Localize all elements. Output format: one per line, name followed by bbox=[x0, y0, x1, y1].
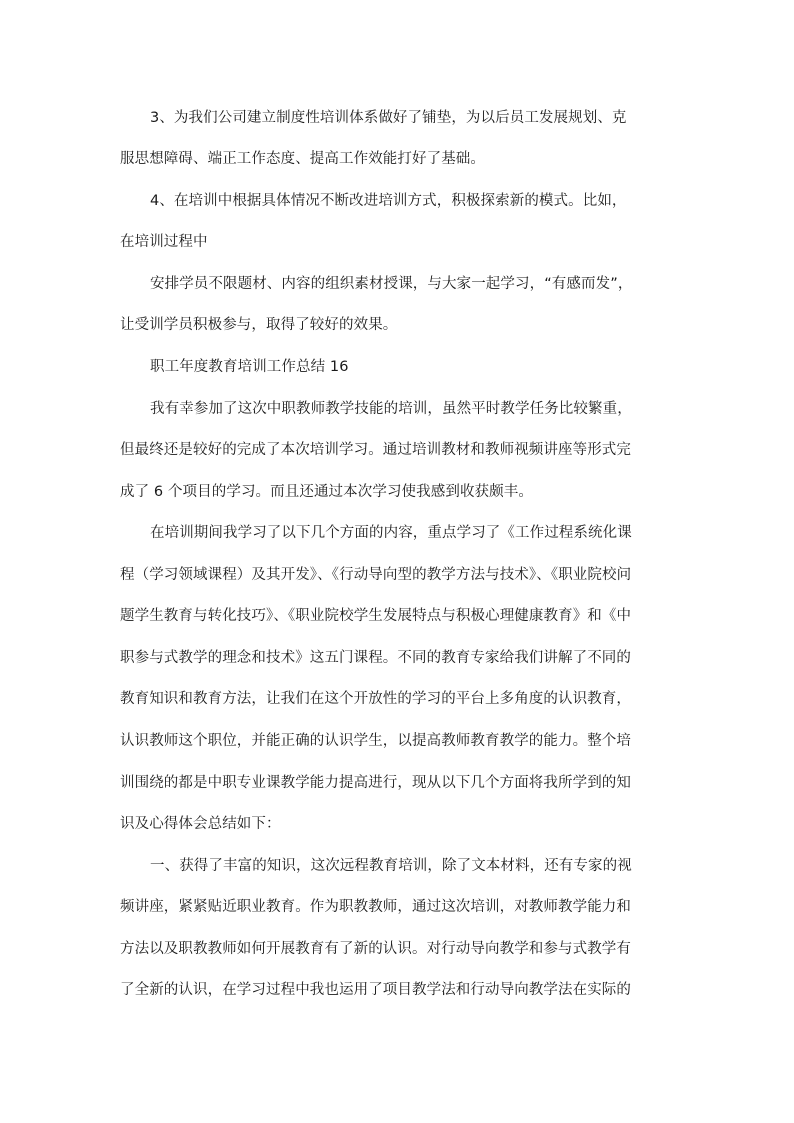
paragraph-line: 题学生教育与转化技巧》、《职业院校学生发展特点与积极心理健康教育》和《中 bbox=[120, 608, 632, 624]
paragraph-line: 在培训过程中 bbox=[120, 234, 208, 250]
paragraph-line: 3、为我们公司建立制度性培训体系做好了铺垫，为以后员工发展规划、克 bbox=[150, 110, 627, 126]
paragraph-line: 安排学员不限题材、内容的组织素材授课，与大家一起学习，“有感而发”， bbox=[150, 276, 633, 292]
paragraph-line: 在培训期间我学习了以下几个方面的内容，重点学习了《工作过程系统化课 bbox=[150, 525, 632, 541]
paragraph-line: 我有幸参加了这次中职教师教学技能的培训，虽然平时教学任务比较繁重， bbox=[150, 401, 632, 417]
paragraph-line: 训围绕的都是中职专业课教学能力提高进行，现从以下几个方面将我所学到的知 bbox=[120, 775, 631, 791]
paragraph-line: 成了 6 个项目的学习。而且还通过本次学习使我感到收获颇丰。 bbox=[120, 484, 533, 500]
paragraph-line: 职参与式教学的理念和技术》这五门课程。不同的教育专家给我们讲解了不同的 bbox=[120, 650, 631, 666]
paragraph-line: 让受训学员积极参与，取得了较好的效果。 bbox=[120, 317, 398, 333]
paragraph-line: 了全新的认识，在学习过程中我也运用了项目教学法和行动导向教学法在实际的 bbox=[120, 982, 631, 998]
paragraph-line: 服思想障碍、端正工作态度、提高工作效能打好了基础。 bbox=[120, 151, 485, 167]
paragraph-line: 程（学习领域课程）及其开发》、《行动导向型的教学方法与技术》、《职业院校问 bbox=[120, 567, 632, 583]
paragraph-line: 认识教师这个职位，并能正确的认识学生，以提高教师教育教学的能力。整个培 bbox=[120, 733, 631, 749]
section-heading: 职工年度教育培训工作总结 16 bbox=[150, 359, 349, 375]
paragraph-line: 方法以及职教教师如何开展教育有了新的认识。对行动导向教学和参与式教学有 bbox=[120, 941, 631, 957]
paragraph-line: 频讲座，紧紧贴近职业教育。作为职教教师，通过这次培训，对教师教学能力和 bbox=[120, 899, 631, 915]
paragraph-line: 教育知识和教育方法，让我们在这个开放性的学习的平台上多角度的认识教育， bbox=[120, 691, 631, 707]
paragraph-line: 一、获得了丰富的知识，这次远程教育培训，除了文本材料，还有专家的视 bbox=[150, 858, 632, 874]
paragraph-line: 但最终还是较好的完成了本次培训学习。通过培训教材和教师视频讲座等形式完 bbox=[120, 442, 631, 458]
paragraph-line: 识及心得体会总结如下： bbox=[120, 816, 281, 832]
paragraph-line: 4、在培训中根据具体情况不断改进培训方式，积极探索新的模式。比如， bbox=[150, 193, 627, 209]
